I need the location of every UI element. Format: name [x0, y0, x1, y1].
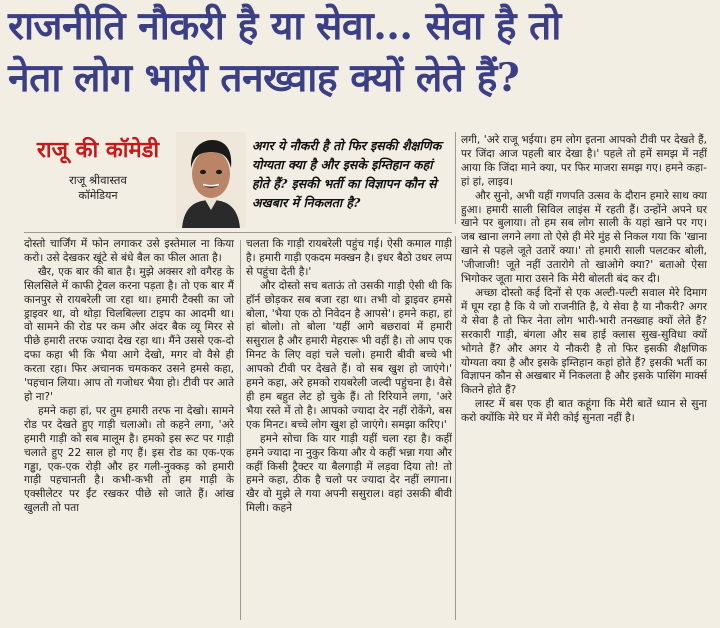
section-rule [24, 232, 452, 233]
column-name: राजू की कॉमेडी [36, 137, 160, 163]
author-name: राजू श्रीवास्तव [69, 173, 127, 187]
headline-line-1: राजनीति नौकरी है या सेवा... सेवा है तो [8, 3, 561, 49]
article-column-2 [246, 238, 452, 516]
article-column-1 [24, 238, 234, 516]
column-divider [240, 240, 241, 620]
paragraph: हमने कहा हां, पर तुम हमारी तरफ ना देखो। सामने रोड पर देखते हुए गाड़ी चलाओ। तो कहने लगा, 'अरे हमारी गाड़ी को सब मालूम है। हमको इस रूट पर गाड़ी चलाते हुए 22 साल हो गए हैं। इस रोड का एक-एक गड्ढा, एक-एक रोड़ी और हर गली-नुक्कड़ को हमारी गाड़ी पहचानती है। कभी-कभी तो हम गाड़ी के एक्सीलेटर पर ईंट रखकर पीछे सो जाते हैं। आंख खुलती तो पता [24, 404, 234, 515]
headline [8, 0, 712, 104]
paragraph: लगी, 'अरे राजू भईया। हम लोग इतना आपको टीवी पर देखते हैं, पर जिंदा आज पहली बार देखा है।' पहले तो हमें समझ में नहीं आया कि जिंदा माने क्या, पर फिर माजरा समझ गए। हमने कहा- हां हां, लाइव। [461, 134, 707, 188]
paragraph: लास्ट में बस एक ही बात कहूंगा कि मेरी बातें ध्यान से सुना करो क्योंकि मेरे घर में मेरी कोई सुनता नहीं है। [461, 398, 707, 425]
article-column-3 [461, 134, 707, 426]
comedian-portrait-icon [176, 132, 246, 228]
headline-line-2: नेता लोग भारी तनख्वाह क्यों लेते हैं? [8, 55, 520, 101]
pull-quote: अगर ये नौकरी है तो फिर इसकी शैक्षणिक योग्यता क्या है और इसके इम्तिहान कहां होते हैं? इसकी भर्ती का विज्ञापन कौन से अखबार में निकलता है? [252, 138, 442, 210]
paragraph: और सुनो, अभी यहीं गणपति उत्सव के दौरान हमारे साथ क्या हुआ। हमारी साली सिविल लाइंस में रहती हैं। उन्होंने अपने घर खाने पर बुलाया। तो हम सब लोग साली के यहां खाने पर गए। जब खाना लगने लगा तो ऐसे ही मेरे मुंह से निकल गया कि 'खाना खाने से पहले जूते उतारें क्या।' तो हमारी साली पलटकर बोली, 'जीजाजी! जूते नहीं उतारोगे तो खाओगे क्या?' बताओ ऐसा भिगोकर जूता मारा उसने कि मेरी बोलती बंद कर दी। [461, 189, 707, 286]
paragraph: अच्छा दोस्तो कई दिनों से एक अल्टी-पल्टी सवाल मेरे दिमाग में घूम रहा है कि ये जो राजनीति है, ये सेवा है या नौकरी? अगर ये सेवा है तो फिर नेता लोग भारी-भारी तनख्वाह क्यों लेते हैं? सरकारी गाड़ी, बंगला और सब हाई क्लास सुख-सुविधा क्यों भोगते हैं? और अगर ये नौकरी है तो फिर इसकी शैक्षणिक योग्यता क्या है और इसके इम्तिहान कहां होते हैं? इसकी भर्ती का विज्ञापन कौन से अखबार में निकलता है और इसके पासिंग मार्क्स कितने होते हैं? [461, 286, 707, 397]
author-role: कॉमेडियन [78, 189, 118, 202]
paragraph: दोस्तो चार्जिंग में फोन लगाकर उसे इस्तेमाल ना किया करो। उसे देखकर खूंटे से बंधे बैल का फील आता है। [24, 238, 234, 264]
column-divider [455, 132, 456, 224]
paragraph: खैर, एक बार की बात है। मुझे अक्सर शो वगैरह के सिलसिले में काफी ट्रेवल करना पड़ता है। तो एक बार मैं कानपुर से रायबरेली जा रहा था। हमारी टैक्सी का जो ड्राइवर था, वो थोड़ा चिलबिल्ला टाइप का आदमी था। वो सामने की रोड पर कम और अंदर बैक व्यू मिरर से पीछे हमारी तरफ ज्यादा देख रहा था। मैंने उससे एक-दो दफा कहा भी कि भैया आगे देखो, मगर वो वैसे ही करता रहा। फिर अचानक चमककर उसने हमसे कहा, 'पहचान लिया। आप तो गजोधर भैया हो। टीवी पर आते हो ना?' [24, 265, 234, 403]
paragraph: चलता कि गाड़ी रायबरेली पहुंच गई। ऐसी कमाल गाड़ी है। हमारी गाड़ी एकदम मक्खन है। इधर बैठो उधर लप्प से पहुंचा देती है।' [246, 238, 452, 278]
column-divider [455, 236, 456, 620]
paragraph: हमने सोचा कि यार गाड़ी यहीं चला रहा है। कहीं हमने ज्यादा ना नुकुर किया और ये कहीं भन्ना गया और कहीं किसी ट्रैक्टर या बैलगाड़ी में लड़वा दिया तो! तो हमने कहा, ठीक है चलो पर ज्यादा देर नहीं लगाना। खैर वो मुझे ले गया अपनी ससुराल। वहां उसकी बीवी मिली। कहने [246, 432, 452, 515]
byline-box [24, 136, 172, 203]
paragraph: और दोस्तो सच बताऊं तो उसकी गाड़ी ऐसी थी कि हॉर्न छोड़कर सब बजा रहा था। तभी वो ड्राइवर हमसे बोला, 'भैया एक ठो निवेदन है आपसे'। हमने कहा, हां हां बोलो। तो बोला 'यहीं आगे बछरावां में हमारी ससुराल है और हमारी मेहरारू भी वहीं है। तो आप एक मिनट के लिए वहां चले चलो। हमारी बीवी बच्चे भी आपको टीवी पर देखते हैं। वो सब खुश हो जाएंगे।' हमने कहा, अरे हमको रायबरेली जल्दी पहुंचना है। वैसे ही हम बहुत लेट हो चुके हैं। तो रिरियाने लगा, 'अरे भैया रस्ते में तो है। आपको ज्यादा देर नहीं रोकेंगे, बस एक मिनट। बच्चे लोग खुश हो जाएंगे। समझा करिए।' [246, 279, 452, 431]
